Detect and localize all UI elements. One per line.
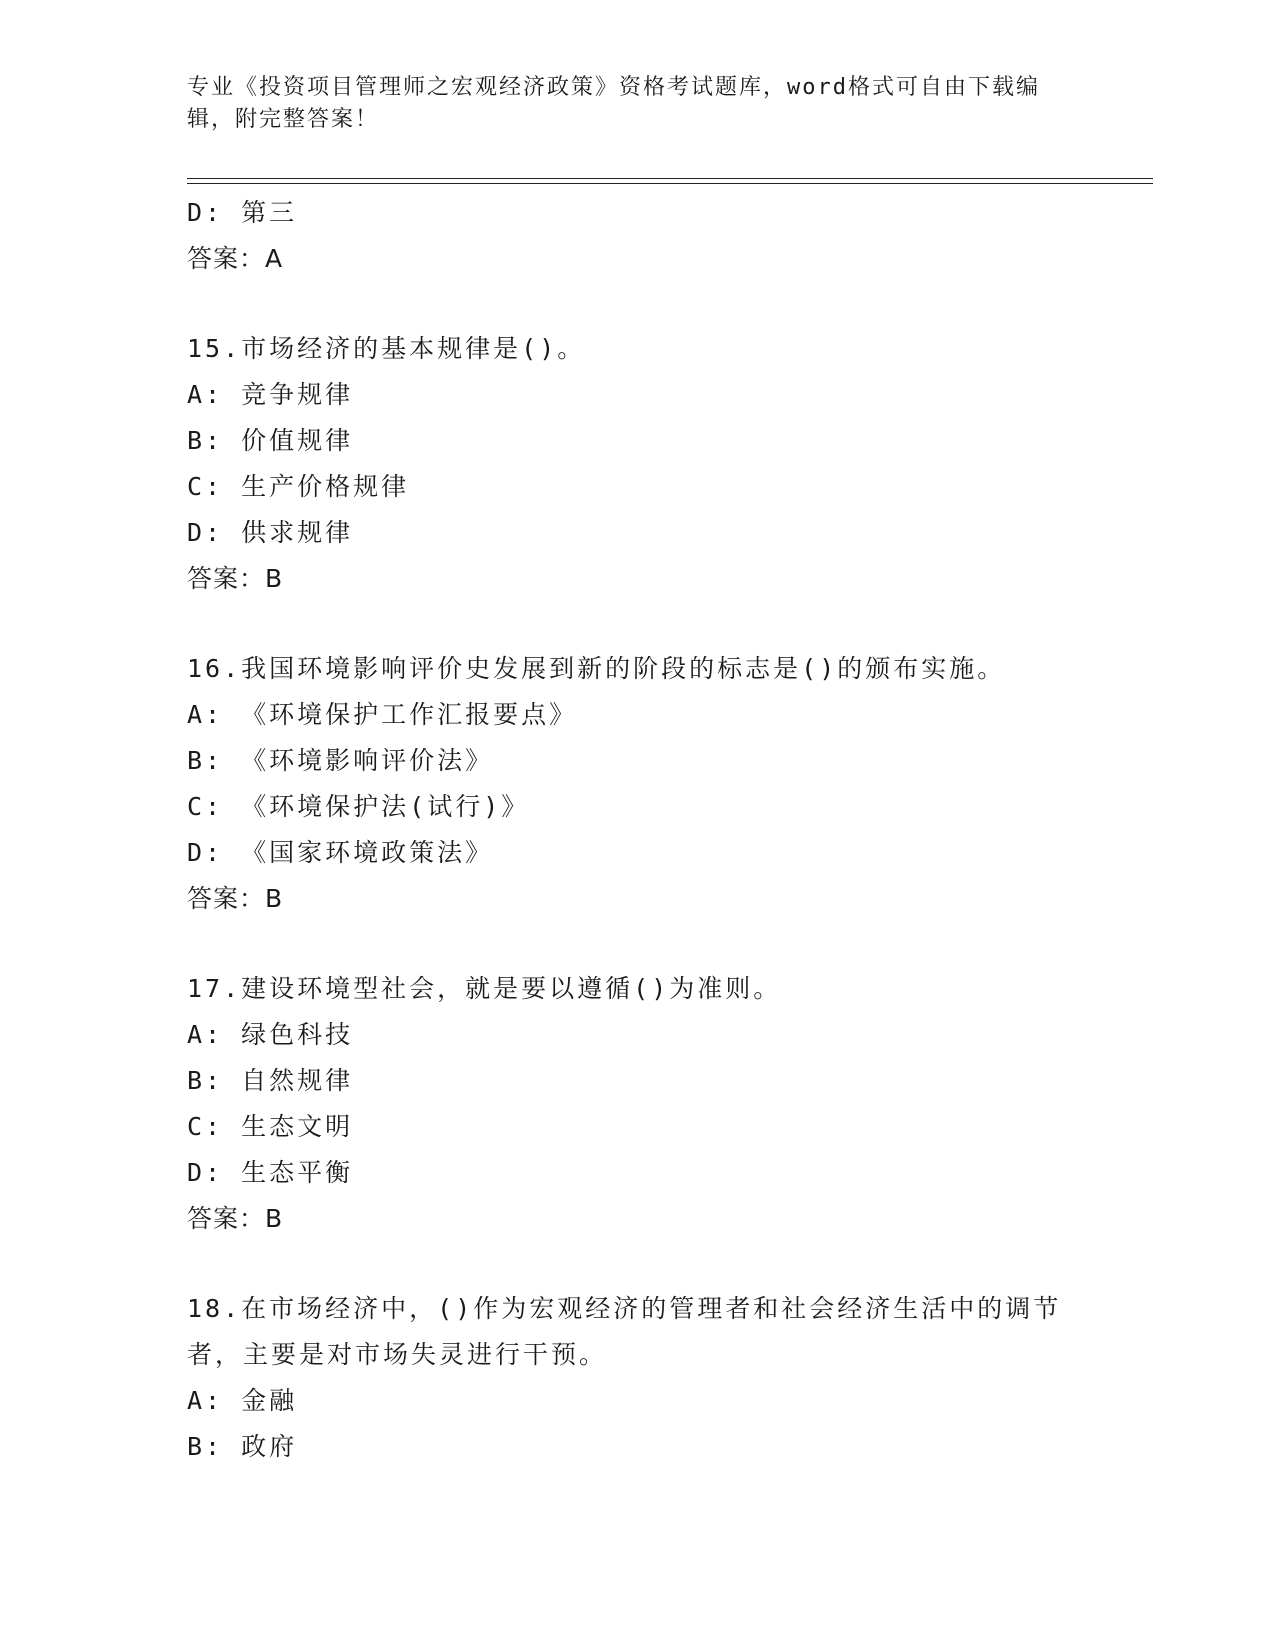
answer: 答案：A — [187, 244, 284, 273]
question-stem: 16.我国环境影响评价史发展到新的阶段的标志是()的颁布实施。 — [187, 654, 1006, 683]
option-c: C: 生态文明 — [187, 1112, 354, 1141]
option-a: A: 竞争规律 — [187, 380, 354, 409]
option-d: D: 供求规律 — [187, 518, 354, 547]
option-b: B: 《环境影响评价法》 — [187, 746, 494, 775]
option-a: A: 绿色科技 — [187, 1020, 354, 1049]
spacer — [187, 922, 1087, 966]
option-d: D: 《国家环境政策法》 — [187, 838, 494, 867]
question-stem: 15.市场经济的基本规律是()。 — [187, 334, 586, 363]
answer: 答案：B — [187, 884, 284, 913]
answer: 答案：B — [187, 564, 284, 593]
question-stem: 17.建设环境型社会，就是要以遵循()为准则。 — [187, 974, 782, 1003]
option-d: D: 生态平衡 — [187, 1158, 354, 1187]
option-a: A: 金融 — [187, 1386, 298, 1415]
question-list — [187, 190, 1087, 1470]
option-d: D: 第三 — [187, 198, 298, 227]
header-divider — [187, 178, 1153, 184]
option-b: B: 价值规律 — [187, 426, 354, 455]
option-b: B: 自然规律 — [187, 1066, 354, 1095]
spacer — [187, 282, 1087, 326]
option-a: A: 《环境保护工作汇报要点》 — [187, 700, 578, 729]
option-b: B: 政府 — [187, 1432, 298, 1461]
option-c: C: 《环境保护法(试行)》 — [187, 792, 530, 821]
answer: 答案：B — [187, 1204, 284, 1233]
page-header: 专业《投资项目管理师之宏观经济政策》资格考试题库，word格式可自由下载编辑，附完整答案！ — [187, 75, 1040, 132]
question-stem: 18.在市场经济中，()作为宏观经济的管理者和社会经济生活中的调节者，主要是对市场失灵进行干预。 — [187, 1294, 1062, 1369]
spacer — [187, 1242, 1087, 1286]
spacer — [187, 602, 1087, 646]
option-c: C: 生产价格规律 — [187, 472, 410, 501]
